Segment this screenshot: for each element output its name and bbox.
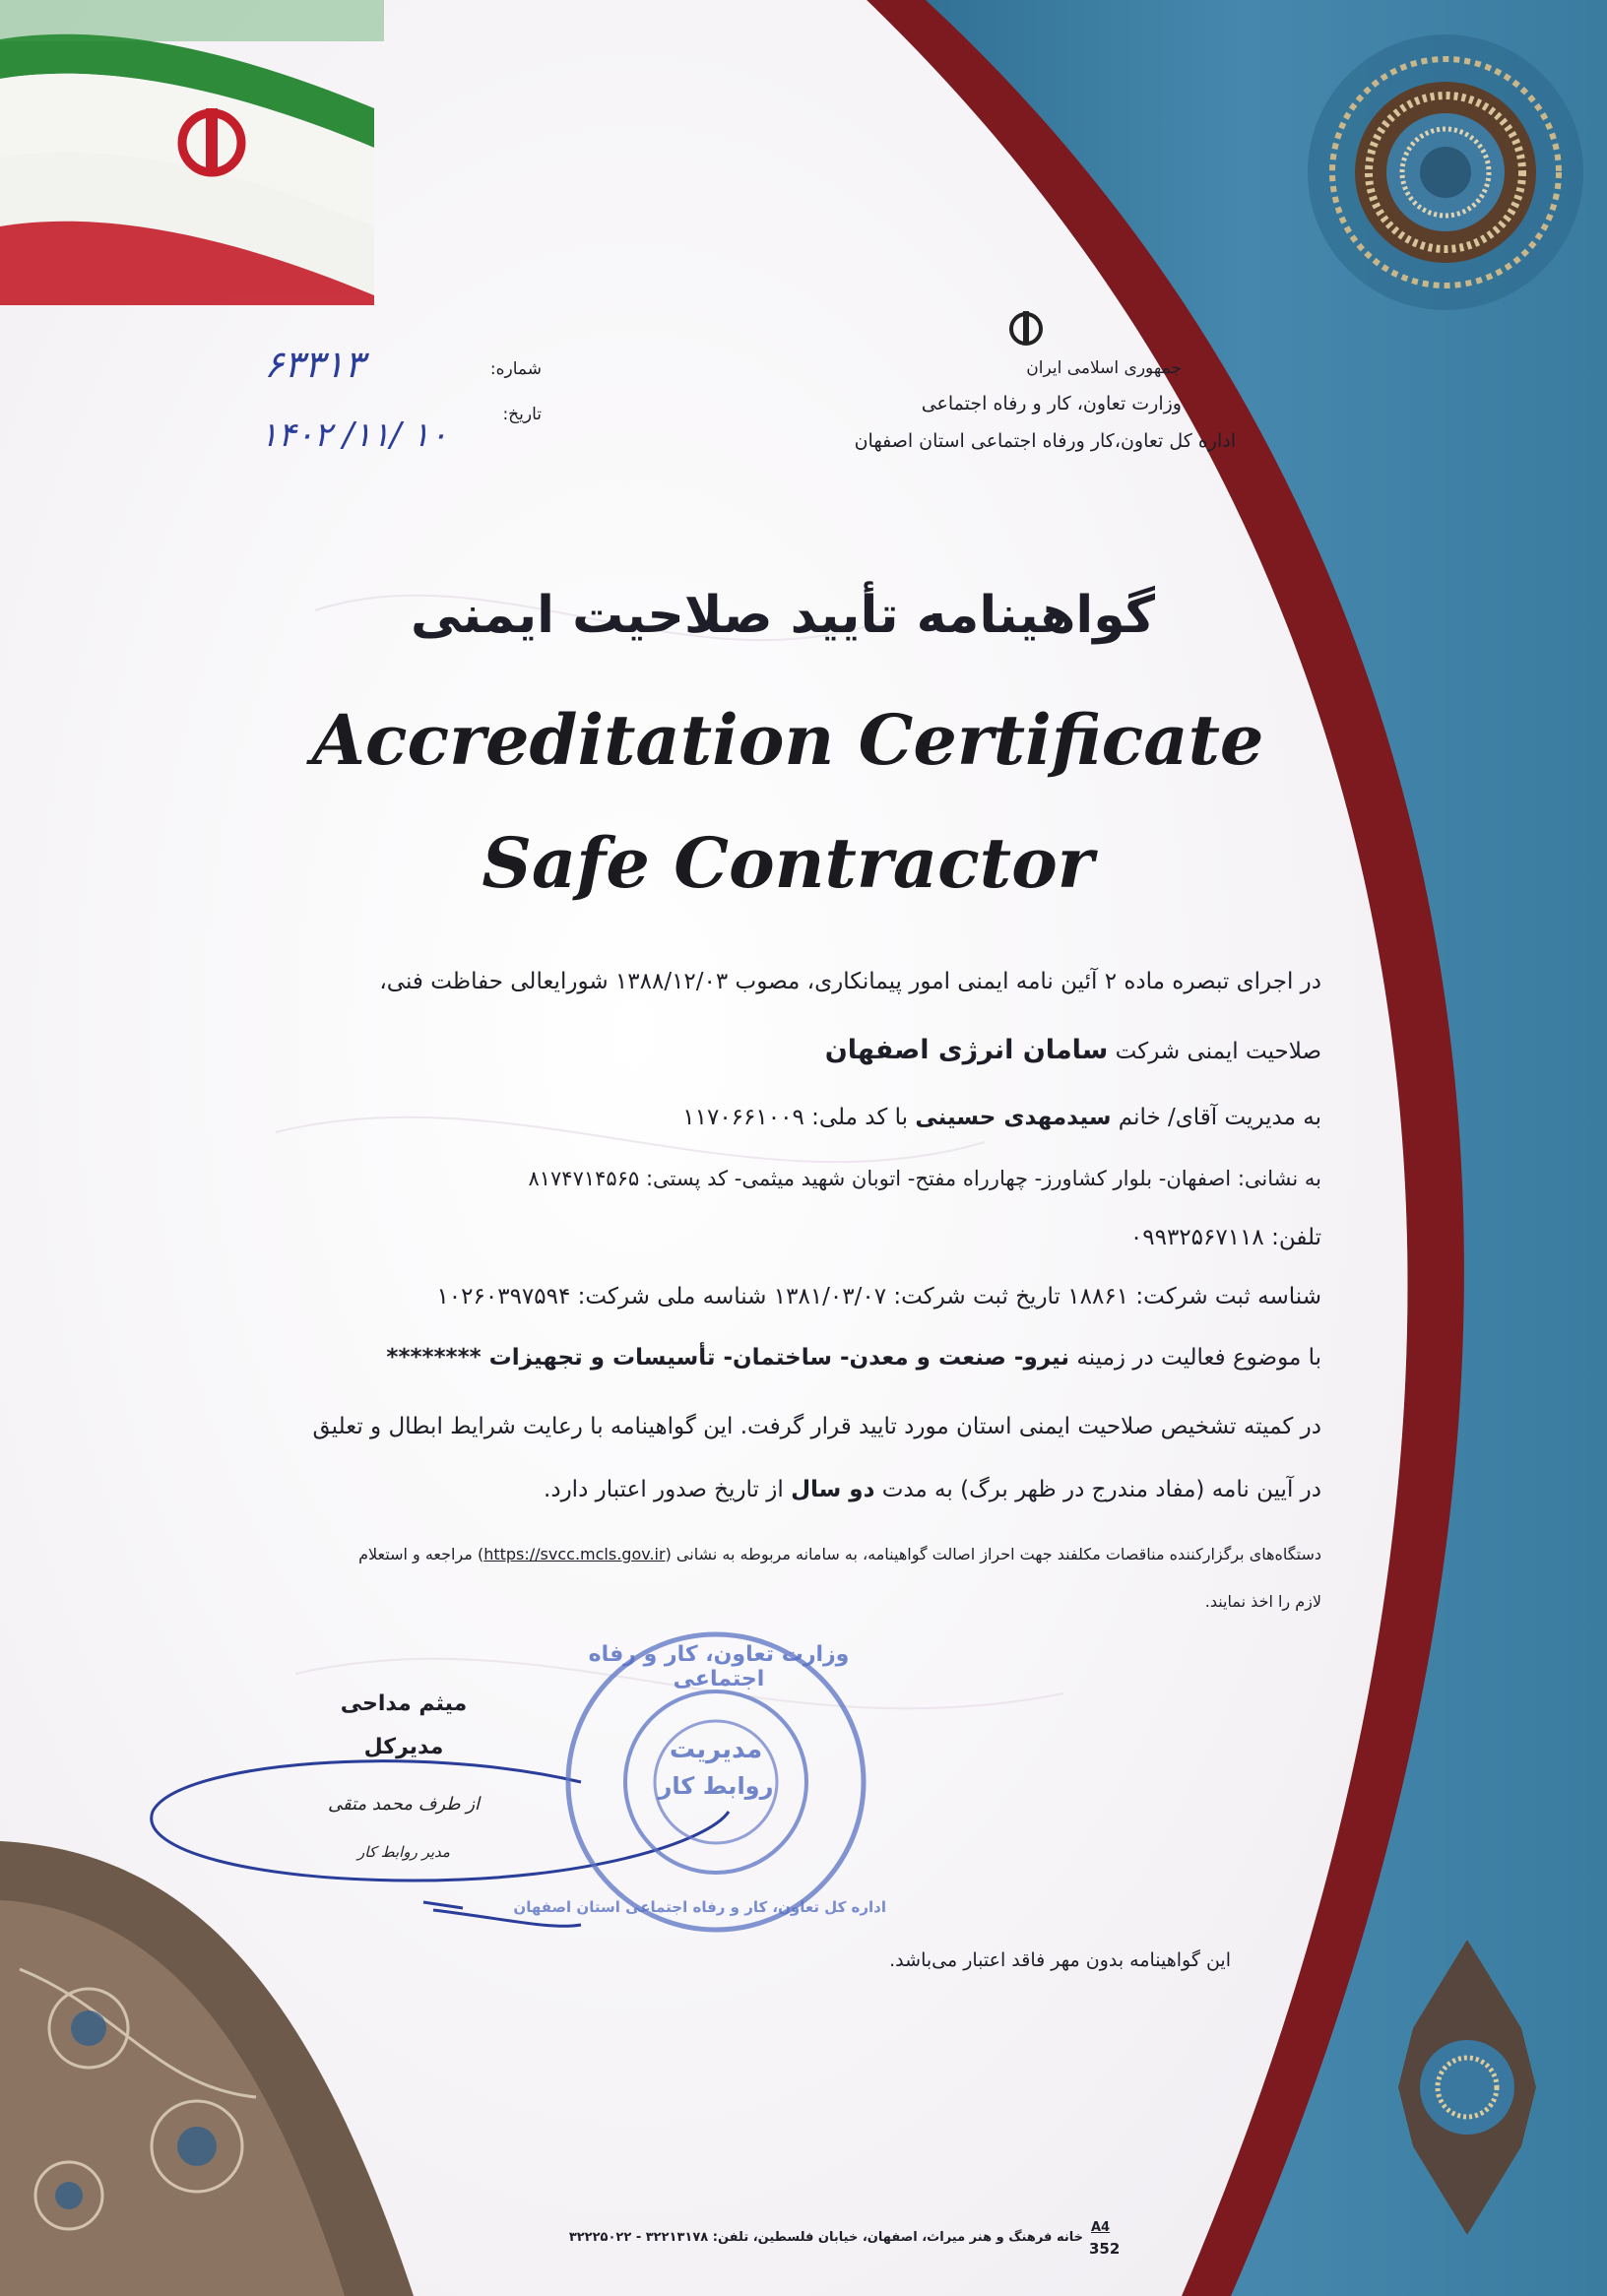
body-line-company — [169, 1034, 1321, 1068]
mandala-ornament-icon — [1308, 34, 1583, 310]
body-line-validity — [169, 1473, 1321, 1506]
activity-prefix: با موضوع فعالیت در زمینه — [1076, 1345, 1321, 1371]
signer-on-behalf-role: مدیر روابط کار — [357, 1843, 450, 1861]
signer-role: مدیرکل — [363, 1735, 444, 1759]
print-code: 352 — [1089, 2240, 1121, 2258]
stamp-ring-text-lower: اداره کل تعاون، کار و رفاه اجتماعی استان اصفهان — [513, 1898, 886, 1916]
signer-name: میثم مداحی — [340, 1691, 468, 1716]
manager-name: سیدمهدی حسینی — [915, 1105, 1112, 1130]
notice-prefix: دستگاه‌های برگزارکننده مناقصات مکلفند جهت احراز اصالت گواهینامه، به سامانه مربوطه به نشانی ( — [665, 1545, 1321, 1563]
english-title-line1: Accreditation Certificate — [311, 699, 1264, 781]
body-line-phone: تلفن: ۰۹۹۳۲۵۶۷۱۱۸ — [1129, 1225, 1321, 1250]
number-label: شماره: — [489, 359, 542, 379]
company-name: سامان انرژی اصفهان — [824, 1035, 1109, 1065]
verification-url-link[interactable]: https://svcc.mcls.gov.ir — [483, 1545, 666, 1563]
validity-period: دو سال — [791, 1477, 875, 1502]
printer-info: خانه فرهنگ و هنر میراث، اصفهان، خیابان فلسطین، تلفن: ۳۲۲۱۳۱۷۸ - ۳۲۲۲۵۰۲۲ — [568, 2230, 1083, 2245]
english-title-line2: Safe Contractor — [482, 822, 1094, 904]
body-line-regulation: در اجرای تبصره ماده ۲ آئین نامه ایمنی امور پیمانکاری، مصوب ۱۳۸۸/۱۲/۰۳ شورایعالی حفاظت فنی، — [379, 969, 1321, 994]
body-line-manager — [169, 1101, 1321, 1134]
body-line-address: به نشانی: اصفهان- بلوار کشاورز- چهارراه مفتح- اتوبان شهید میثمی- کد پستی: ۸۱۷۴۷۱۴۵۶۵ — [528, 1167, 1321, 1190]
validity-prefix: در آیین نامه (مفاد مندرج در ظهر برگ) به مدت — [881, 1477, 1321, 1502]
ministry-heading: وزارت تعاون، کار و رفاه اجتماعی — [921, 393, 1182, 415]
stamp-ring-text: وزارت تعاون، کار و رفاه اجتماعی — [588, 1642, 850, 1691]
stamp-center-line2: روابط کار — [658, 1772, 774, 1800]
seal-notice: این گواهینامه بدون مهر فاقد اعتبار می‌باشد. — [889, 1949, 1231, 1971]
body-line-activity — [169, 1341, 1321, 1374]
date-value: ۱۴۰۲ /۱۱/ ۱۰ — [260, 415, 448, 455]
body-line-notice-2: لازم را اخذ نمایند. — [1204, 1592, 1321, 1611]
company-prefix: صلاحیت ایمنی شرکت — [1115, 1039, 1321, 1064]
validity-suffix: از تاریخ صدور اعتبار دارد. — [544, 1477, 784, 1502]
paper-size-mark: A4 — [1091, 2220, 1111, 2235]
notice-suffix: ) مراجعه و استعلام — [358, 1545, 484, 1563]
manager-prefix: به مدیریت آقای/ خانم — [1118, 1105, 1321, 1130]
signer-on-behalf: از طرف محمد متقی — [327, 1794, 481, 1815]
office-heading: اداره کل تعاون،کار ورفاه اجتماعی استان اصفهان — [854, 430, 1236, 452]
body-line-committee: در کمیته تشخیص صلاحیت ایمنی استان مورد تایید قرار گرفت. این گواهینامه با رعایت شرایط ابطال و تعلیق — [312, 1414, 1321, 1439]
body-line-notice — [169, 1538, 1321, 1571]
persian-title: گواهینامه تأیید صلاحیت ایمنی — [410, 586, 1156, 645]
manager-national-id: با کد ملی: ۱۱۷۰۶۶۱۰۰۹ — [682, 1105, 909, 1130]
body-line-registration: شناسه ثبت شرکت: ۱۸۸۶۱ تاریخ ثبت شرکت: ۱۳۸۱/۰۳/۰۷ شناسه ملی شرکت: ۱۰۲۶۰۳۹۷۵۹۴ — [436, 1284, 1321, 1309]
activity-fields: نیرو- صنعت و معدن- ساختمان- تأسیسات و تجهیزات ******** — [386, 1345, 1070, 1371]
number-value: ۶۳۳۱۳ — [264, 343, 365, 386]
date-label: تاریخ: — [502, 405, 542, 424]
republic-heading: جمهوری اسلامی ایران — [1026, 358, 1182, 378]
stamp-center-line1: مدیریت — [669, 1735, 763, 1764]
